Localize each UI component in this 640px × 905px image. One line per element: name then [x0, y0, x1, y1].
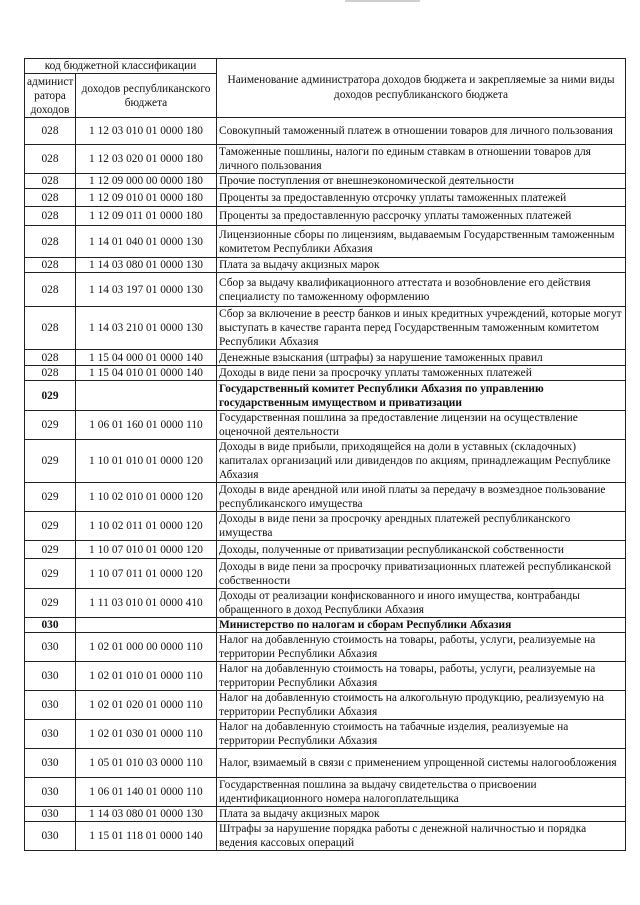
table-row	[25, 589, 626, 618]
cell-revenue-code: 1 02 01 000 00 0000 110	[76, 633, 217, 662]
cell-revenue-name: Налог на добавленную стоимость на табачные изделия, реализуемые на территории Республики Абхазия	[217, 720, 626, 749]
cell-revenue-name: Денежные взыскания (штрафы) за нарушение таможенных правил	[217, 350, 626, 366]
budget-classification-table	[24, 58, 626, 851]
table-row	[25, 440, 626, 483]
cell-revenue-code: 1 11 03 010 01 0000 410	[76, 589, 217, 618]
cell-admin-code: 028	[25, 207, 76, 226]
cell-revenue-code: 1 10 02 010 01 0000 120	[76, 483, 217, 512]
header-admin-column	[25, 74, 76, 118]
cell-admin-code: 028	[25, 350, 76, 366]
header-admin-line-3: доходов	[30, 103, 70, 116]
cell-revenue-name: Министерство по налогам и сборам Республики Абхазия	[217, 618, 626, 633]
table-row	[25, 366, 626, 381]
table-row	[25, 307, 626, 350]
cell-admin-code: 028	[25, 174, 76, 189]
table-row	[25, 778, 626, 807]
cell-revenue-name: Проценты за предоставленную отсрочку уплаты таможенных платежей	[217, 189, 626, 207]
table-row	[25, 749, 626, 778]
cell-revenue-code: 1 12 09 011 01 0000 180	[76, 207, 217, 226]
table-row	[25, 226, 626, 258]
cell-revenue-code: 1 12 03 020 01 0000 180	[76, 145, 217, 174]
cell-revenue-code: 1 10 02 011 01 0000 120	[76, 512, 217, 541]
cell-admin-code: 030	[25, 691, 76, 720]
table-row	[25, 174, 626, 189]
header-row-group	[25, 59, 626, 74]
cell-revenue-name: Налог на добавленную стоимость на алкогольную продукцию, реализуемую на территории Республики Абхазия	[217, 691, 626, 720]
cell-revenue-name: Доходы от реализации конфискованного и иного имущества, контрабанды обращенного в доход Республики Абхазия	[217, 589, 626, 618]
cell-admin-code: 028	[25, 189, 76, 207]
cell-revenue-name: Сбор за выдачу квалификационного аттестата и возобновление его действия специалисту по таможенному оформлению	[217, 273, 626, 307]
table-row	[25, 258, 626, 273]
cell-revenue-name: Доходы, полученные от приватизации республиканской собственности	[217, 541, 626, 559]
cell-revenue-code: 1 06 01 160 01 0000 110	[76, 411, 217, 440]
header-admin-line-1: админист	[27, 75, 74, 88]
table-row	[25, 541, 626, 559]
cell-admin-code: 030	[25, 749, 76, 778]
table-row	[25, 350, 626, 366]
cell-revenue-name: Государственная пошлина за предоставление лицензии на осуществление оценочной деятельности	[217, 411, 626, 440]
header-code-column: доходов республиканского бюджета	[76, 74, 217, 118]
cell-revenue-name: Налог на добавленную стоимость на товары, работы, услуги, реализуемые на территории Республики Абхазия	[217, 633, 626, 662]
table-row	[25, 662, 626, 691]
cell-revenue-code: 1 02 01 010 01 0000 110	[76, 662, 217, 691]
cell-admin-code: 028	[25, 145, 76, 174]
cell-admin-code: 030	[25, 633, 76, 662]
cell-revenue-name: Проценты за предоставленную рассрочку уплаты таможенных платежей	[217, 207, 626, 226]
cell-revenue-name: Государственная пошлина за выдачу свидетельства о присвоении идентификационного номера налогоплательщика	[217, 778, 626, 807]
table-row	[25, 633, 626, 662]
cell-revenue-name: Доходы в виде пени за просрочку арендных платежей республиканского имущества	[217, 512, 626, 541]
cell-revenue-name: Плата за выдачу акцизных марок	[217, 258, 626, 273]
cell-revenue-name: Государственный комитет Республики Абхазия по управлению государственным имуществом и приватизации	[217, 381, 626, 411]
table-row	[25, 822, 626, 851]
cell-revenue-code	[76, 618, 217, 633]
table-row	[25, 691, 626, 720]
cell-revenue-name: Совокупный таможенный платеж в отношении товаров для личного пользования	[217, 118, 626, 145]
cell-admin-code: 029	[25, 440, 76, 483]
cell-admin-code: 030	[25, 822, 76, 851]
cell-revenue-name: Доходы в виде пени за просрочку приватизационных платежей республиканской собственности	[217, 559, 626, 589]
cell-admin-code: 029	[25, 559, 76, 589]
cell-revenue-code: 1 06 01 140 01 0000 110	[76, 778, 217, 807]
cell-revenue-code: 1 10 07 011 01 0000 120	[76, 559, 217, 589]
cell-revenue-code: 1 14 03 080 01 0000 130	[76, 258, 217, 273]
cell-revenue-code	[76, 381, 217, 411]
cell-revenue-code: 1 15 01 118 01 0000 140	[76, 822, 217, 851]
cell-revenue-code: 1 02 01 030 01 0000 110	[76, 720, 217, 749]
cell-admin-code: 030	[25, 618, 76, 633]
cell-revenue-code: 1 10 01 010 01 0000 120	[76, 440, 217, 483]
cell-admin-code: 028	[25, 366, 76, 381]
cell-admin-code: 028	[25, 258, 76, 273]
cell-revenue-code: 1 15 04 000 01 0000 140	[76, 350, 217, 366]
header-name-column: Наименование администратора доходов бюджета и закрепляемые за ними виды доходов республиканского бюджета	[217, 59, 626, 118]
table-row	[25, 273, 626, 307]
table-row-section-heading	[25, 618, 626, 633]
cell-admin-code: 030	[25, 807, 76, 822]
cell-revenue-code: 1 15 04 010 01 0000 140	[76, 366, 217, 381]
cell-admin-code: 028	[25, 273, 76, 307]
cell-admin-code: 028	[25, 226, 76, 258]
table-row	[25, 189, 626, 207]
cell-admin-code: 030	[25, 662, 76, 691]
cell-revenue-name: Плата за выдачу акцизных марок	[217, 807, 626, 822]
table-row	[25, 145, 626, 174]
cell-revenue-name: Налог, взимаемый в связи с применением упрощенной системы налогообложения	[217, 749, 626, 778]
cell-revenue-name: Лицензионные сборы по лицензиям, выдаваемым Государственным таможенным комитетом Республики Абхазия	[217, 226, 626, 258]
cell-admin-code: 030	[25, 778, 76, 807]
cell-admin-code: 028	[25, 118, 76, 145]
table-row	[25, 411, 626, 440]
table-row	[25, 512, 626, 541]
cell-revenue-code: 1 12 03 010 01 0000 180	[76, 118, 217, 145]
table-row	[25, 807, 626, 822]
cell-revenue-code: 1 05 01 010 03 0000 110	[76, 749, 217, 778]
cell-revenue-name: Доходы в виде прибыли, приходящейся на доли в уставных (складочных) капиталах организаций или дивидендов по акциям, принадлежащим Республике Абхазия	[217, 440, 626, 483]
cell-revenue-code: 1 12 09 000 00 0000 180	[76, 174, 217, 189]
cell-admin-code: 029	[25, 483, 76, 512]
cell-admin-code: 029	[25, 512, 76, 541]
cell-revenue-name: Доходы в виде пени за просрочку уплаты таможенных платежей	[217, 366, 626, 381]
cell-revenue-name: Штрафы за нарушение порядка работы с денежной наличностью и порядка ведения кассовых операций	[217, 822, 626, 851]
cell-revenue-name: Таможенные пошлины, налоги по единым ставкам в отношении товаров для личного пользования	[217, 145, 626, 174]
cell-revenue-code: 1 14 03 080 01 0000 130	[76, 807, 217, 822]
cell-revenue-name: Налог на добавленную стоимость на товары, работы, услуги, реализуемые на территории Республики Абхазия	[217, 662, 626, 691]
table-row	[25, 483, 626, 512]
table-row	[25, 559, 626, 589]
cell-revenue-code: 1 14 01 040 01 0000 130	[76, 226, 217, 258]
cell-revenue-code: 1 10 07 010 01 0000 120	[76, 541, 217, 559]
cell-admin-code: 029	[25, 541, 76, 559]
header-budget-code-group: код бюджетной классификации	[25, 59, 217, 74]
cell-revenue-code: 1 02 01 020 01 0000 110	[76, 691, 217, 720]
cell-admin-code: 029	[25, 589, 76, 618]
table-row	[25, 720, 626, 749]
cell-revenue-code: 1 14 03 197 01 0000 130	[76, 273, 217, 307]
table-body	[25, 118, 626, 851]
cell-admin-code: 030	[25, 720, 76, 749]
table-row	[25, 207, 626, 226]
cell-admin-code: 029	[25, 411, 76, 440]
cell-revenue-name: Прочие поступления от внешнеэкономической деятельности	[217, 174, 626, 189]
header-admin-line-2: ратора	[34, 89, 66, 102]
table-row	[25, 118, 626, 145]
cell-revenue-code: 1 14 03 210 01 0000 130	[76, 307, 217, 350]
cell-revenue-code: 1 12 09 010 01 0000 180	[76, 189, 217, 207]
cell-admin-code: 028	[25, 307, 76, 350]
cell-revenue-name: Сбор за включение в реестр банков и иных кредитных учреждений, которые могут выступать в качестве гаранта перед Государственным таможенным комитетом Республики Абхазия	[217, 307, 626, 350]
cell-admin-code: 029	[25, 381, 76, 411]
cell-revenue-name: Доходы в виде арендной или иной платы за передачу в возмездное пользование республиканского имущества	[217, 483, 626, 512]
scan-artifact-line	[345, 0, 420, 2]
table-row-section-heading	[25, 381, 626, 411]
